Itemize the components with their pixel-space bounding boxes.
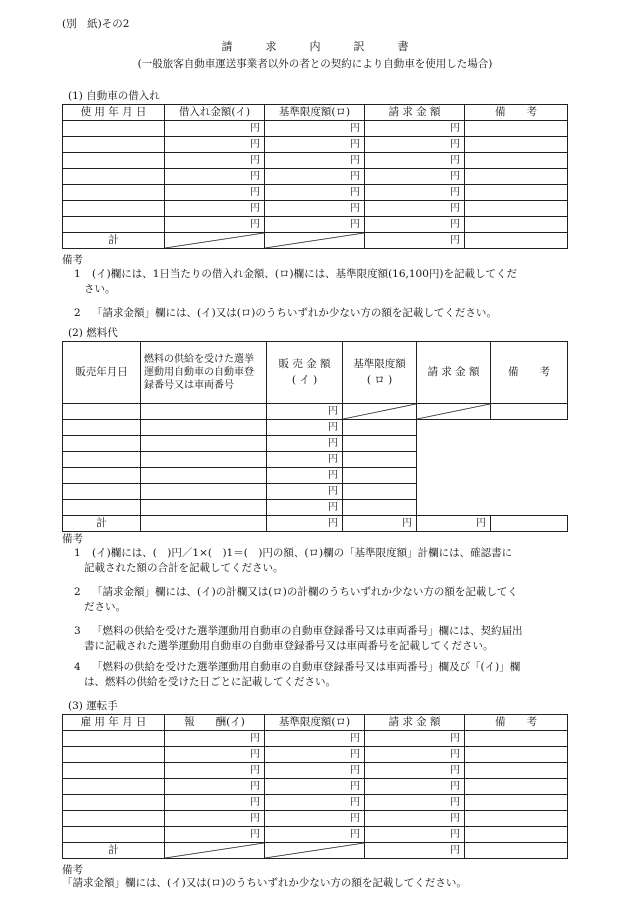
remarks-cell [465,843,568,859]
sale-amount-cell: 円 [267,404,343,420]
limit-cell: 円 [265,153,365,169]
section2-heading: (2) 燃料代 [68,327,118,339]
claim-cell: 円 [365,763,465,779]
limit-cell: 円 [265,185,365,201]
section1-rows [63,121,568,233]
remarks-cell [343,420,417,436]
limit-cell: 円 [265,169,365,185]
section2-note-4: 4 「燃料の供給を受けた選挙運動用自動車の自動車登録番号又は車両番号」欄及び「(イ)」欄 は、燃料の供給を受けた日ごとに記載してください。 [74,661,521,689]
diagonal-cell [165,843,265,859]
limit-cell: 円 [265,763,365,779]
col-remarks: 備 考 [491,342,568,404]
remarks-cell [465,153,568,169]
table-row [63,121,568,137]
claim-cell: 円 [365,121,465,137]
claim-cell: 円 [365,779,465,795]
amount-cell: 円 [165,827,265,843]
table-row [63,201,568,217]
table-row [63,747,568,763]
amount-cell: 円 [165,731,265,747]
remarks-cell [465,233,568,249]
claim-cell: 円 [365,137,465,153]
date-cell [63,169,165,185]
section1-heading: (1) 自動車の借入れ [68,90,160,102]
section3-total-row [63,843,568,859]
amount-cell: 円 [165,201,265,217]
date-cell [63,452,141,468]
total-claim-cell: 円 [365,233,465,249]
table-row [63,137,568,153]
amount-cell: 円 [165,779,265,795]
remarks-cell [465,763,568,779]
page-title: 請 求 内 訳 書 [221,40,409,53]
remarks-cell [465,217,568,233]
total-label: 計 [63,516,141,532]
total-label: 計 [63,233,165,249]
section2-row [63,404,568,420]
limit-cell: 円 [265,731,365,747]
amount-cell: 円 [165,811,265,827]
page-subtitle: (一般旅客自動車運送事業者以外の者との契約により自動車を使用した場合) [137,58,493,70]
remarks-cell [465,795,568,811]
remarks-cell [465,169,568,185]
col-date: 使 用 年 月 日 [63,105,165,121]
table-row [63,811,568,827]
remarks-cell [343,468,417,484]
amount-cell: 円 [165,217,265,233]
amount-cell: 円 [165,153,265,169]
remarks-cell [465,811,568,827]
total-sale-cell: 円 [267,516,343,532]
diagonal-cell [165,233,265,249]
date-cell [63,484,141,500]
table-row [63,420,568,436]
remarks-cell [343,500,417,516]
section1-note-1: 1 (イ)欄には、1日当たりの借入れ金額、(ロ)欄には、基準限度額(16,100円)を記載してくだ さい。 [74,268,517,296]
section2-note-3: 3 「燃料の供給を受けた選挙運動用自動車の自動車登録番号又は車両番号」欄には、契約届出 書に記載された選挙運動用自動車の自動車登録番号又は車両番号を記載してください。 [74,625,523,653]
col-limit: 基準限度額 ( ロ ) [343,342,417,404]
col-claim: 請 求 金 額 [365,105,465,121]
date-cell [63,121,165,137]
limit-cell: 円 [265,121,365,137]
amount-cell: 円 [165,795,265,811]
sale-amount-cell: 円 [267,500,343,516]
sale-amount-cell: 円 [267,452,343,468]
sale-amount-cell: 円 [267,468,343,484]
col-sale-amount: 販 売 金 額 ( イ ) [267,342,343,404]
table-row [63,500,568,516]
limit-cell: 円 [265,779,365,795]
vehicle-number-cell [141,452,267,468]
claim-cell: 円 [365,795,465,811]
total-label: 計 [63,843,165,859]
col-limit: 基準限度額(ロ) [265,715,365,731]
amount-cell: 円 [165,763,265,779]
table-row [63,827,568,843]
table-row [63,153,568,169]
section2-note-2: 2 「請求金額」欄には、(イ)の計欄又は(ロ)の計欄のうちいずれか少ない方の額を記載してく ださい。 [74,586,518,614]
date-cell [63,468,141,484]
table-row [63,436,568,452]
date-cell [63,420,141,436]
date-cell [63,436,141,452]
vehicle-number-cell [141,420,267,436]
table-row [63,484,568,500]
limit-cell: 円 [265,811,365,827]
vehicle-number-cell [141,500,267,516]
remarks-cell [465,779,568,795]
section3-heading: (3) 運転手 [68,700,118,712]
section2-note-1: 1 (イ)欄には、( )円／1×( )1＝( )円の額、(ロ)欄の「基準限度額」計欄には、確認書に 記載された額の合計を記載してください。 [74,547,513,575]
claim-cell: 円 [365,731,465,747]
col-limit: 基準限度額(ロ) [265,105,365,121]
section2-total-row [63,516,568,532]
section1-note-2: 2 「請求金額」欄には、(イ)又は(ロ)のうちいずれか少ない方の額を記載してください。 [74,307,497,319]
remarks-cell [465,137,568,153]
diagonal-cell [343,404,417,420]
col-pay: 報 酬(イ) [165,715,265,731]
claim-cell: 円 [365,811,465,827]
remarks-cell [465,827,568,843]
table-row [63,779,568,795]
date-cell [63,137,165,153]
section1-table [62,104,568,249]
remarks-cell [343,484,417,500]
date-cell [63,185,165,201]
col-claim: 請 求 金 額 [365,715,465,731]
claim-cell: 円 [365,827,465,843]
diagonal-cell [417,404,491,420]
col-remarks: 備 考 [465,715,568,731]
date-cell [63,795,165,811]
limit-cell: 円 [265,201,365,217]
remarks-cell [465,747,568,763]
col-sale-date: 販売年月日 [63,342,141,404]
sale-amount-cell: 円 [267,484,343,500]
date-cell [63,153,165,169]
col-employment-date: 雇 用 年 月 日 [63,715,165,731]
section1-total-row [63,233,568,249]
amount-cell: 円 [165,169,265,185]
remarks-cell [465,201,568,217]
table-row [63,468,568,484]
sale-amount-cell: 円 [267,436,343,452]
date-cell [63,201,165,217]
remarks-cell [343,452,417,468]
claim-cell: 円 [365,201,465,217]
limit-cell: 円 [265,795,365,811]
date-cell [63,217,165,233]
claim-cell: 円 [365,747,465,763]
col-claim: 請 求 金 額 [417,342,491,404]
total-claim-cell: 円 [365,843,465,859]
date-cell [63,747,165,763]
sale-amount-cell: 円 [267,420,343,436]
total-limit-cell: 円 [343,516,417,532]
table-row [63,763,568,779]
section3-note: 「請求金額」欄には、(イ)又は(ロ)のうちいずれか少ない方の額を記載してください。 [62,877,467,889]
vehicle-number-cell [141,484,267,500]
claim-cell: 円 [365,153,465,169]
claim-cell: 円 [365,217,465,233]
diagonal-cell [265,843,365,859]
limit-cell: 円 [265,747,365,763]
amount-cell: 円 [165,185,265,201]
section2-rows [63,420,568,516]
limit-cell: 円 [265,827,365,843]
remarks-cell [465,185,568,201]
amount-cell: 円 [165,747,265,763]
table-row [63,217,568,233]
section3-notes-heading: 備考 [62,864,83,876]
date-cell [63,827,165,843]
total-claim-cell: 円 [417,516,491,532]
col-vehicle-number: 燃料の供給を受けた選挙運動用自動車の自動車登録番号又は車両番号 [141,342,267,404]
vehicle-number-cell [141,436,267,452]
amount-cell: 円 [165,137,265,153]
attachment-label: (別 紙)その2 [62,18,130,30]
vehicle-number-cell [141,468,267,484]
remarks-cell [465,121,568,137]
remarks-cell [343,436,417,452]
table-row [63,795,568,811]
section1-notes-heading: 備考 [62,254,83,266]
amount-cell: 円 [165,121,265,137]
date-cell [63,779,165,795]
table-row [63,731,568,747]
col-remarks: 備 考 [465,105,568,121]
date-cell [63,731,165,747]
date-cell [63,811,165,827]
section2-table [62,341,568,532]
table-row [63,169,568,185]
table-row [63,452,568,468]
limit-cell: 円 [265,137,365,153]
section2-notes-heading: 備考 [62,533,83,545]
section3-table [62,714,568,859]
remarks-cell [465,731,568,747]
table-row [63,185,568,201]
limit-cell: 円 [265,217,365,233]
section3-rows [63,731,568,843]
diagonal-cell [265,233,365,249]
col-rental-amount: 借入れ金額(イ) [165,105,265,121]
date-cell [63,500,141,516]
claim-cell: 円 [365,185,465,201]
date-cell [63,763,165,779]
claim-cell: 円 [365,169,465,185]
